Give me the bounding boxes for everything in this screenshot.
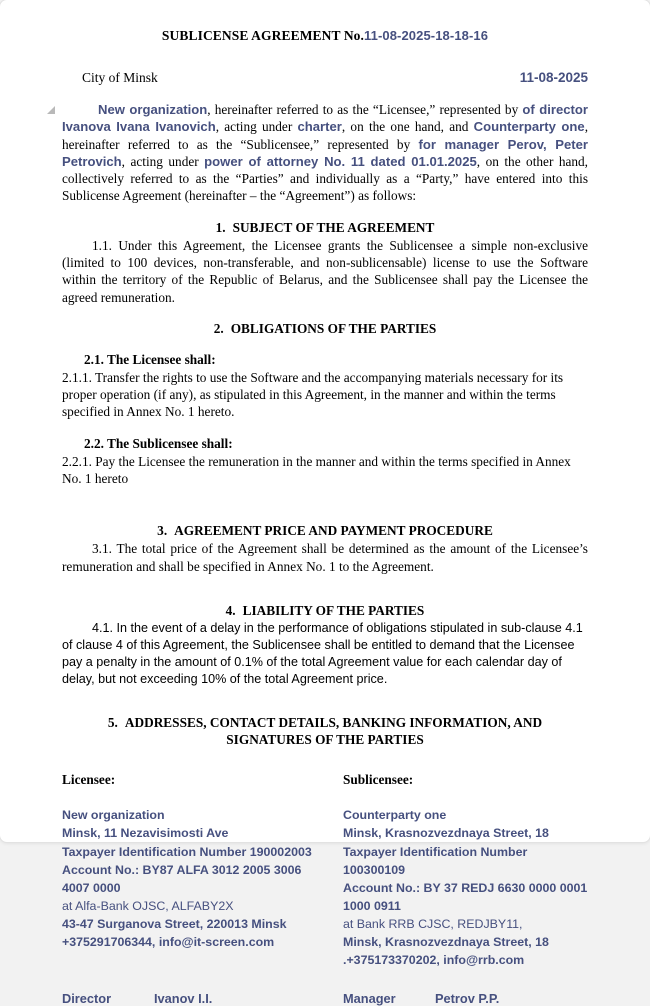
sublicensee-address: Minsk, Krasnozvezdnaya Street, 18: [343, 826, 549, 841]
sublicensee-account-line-1: Account No.: BY 37 REDJ 6630 0000 0001: [343, 880, 588, 895]
section-5-number: 5.: [107, 715, 118, 731]
sublicensee-signatory-name: Petrov P.P.: [435, 991, 500, 1006]
section-1-heading: [62, 220, 588, 236]
licensee-bank: at Alfa-Bank OJSC, ALFABY2X: [62, 898, 234, 913]
document-title-prefix: SUBLICENSE AGREEMENT No.: [161, 28, 365, 43]
document-title: [62, 0, 588, 44]
sublicensee-details: [343, 806, 588, 969]
sublicensee-org-name: Counterparty one: [473, 119, 585, 135]
licensee-details: [62, 806, 343, 969]
agreement-date: 11-08-2025: [519, 70, 588, 85]
preamble-text-4: , hereinafter referred to as the “Sublicensee,” represented by: [62, 119, 589, 152]
subsection-2-1-heading: 2.1. The Licensee shall:: [84, 351, 216, 367]
preamble-text-1: , hereinafter referred to as the “Licensee,” represented by: [207, 102, 523, 117]
subsection-2-2-heading: 2.2. The Sublicensee shall:: [84, 435, 233, 451]
city-label: City of Minsk: [82, 70, 158, 85]
parties-details-row: [62, 806, 588, 969]
sublicensee-name: Counterparty one: [343, 808, 447, 823]
sublicensee-tin: Taxpayer Identification Number 100300109: [343, 844, 528, 877]
section-5-title-line-1: ADDRESSES, CONTACT DETAILS, BANKING INFORMATION, AND: [124, 715, 543, 731]
licensee-representative: of director Ivanova Ivana Ivanovich: [62, 102, 589, 135]
licensee-address: Minsk, 11 Nezavisimosti Ave: [62, 826, 229, 841]
preamble-text-5: , acting under: [121, 153, 205, 169]
licensee-signatory-name: Ivanov I.I.: [154, 991, 213, 1006]
document-title-number: 11-08-2025-18-18-16: [364, 28, 489, 43]
licensee-account-line-2: 4007 0000: [62, 880, 121, 895]
licensee-column-label: Licensee:: [62, 772, 116, 788]
section-5-heading: [62, 714, 588, 748]
preamble-text-6: , on the other hand, collectively referred to as the “Parties” and individually as a “Party,” have entered into this Sublicense Agreement (hereinafter – the “Agreement”) as follows:: [62, 153, 589, 204]
section-2-heading: [62, 321, 588, 337]
section-4-heading: [62, 603, 588, 619]
sublicensee-representative: for manager Perov, Peter Petrovich: [62, 136, 588, 169]
licensee-authority-basis: charter: [297, 119, 342, 135]
sublicensee-bank-address: Minsk, Krasnozvezdnaya Street, 18: [343, 935, 549, 950]
clause-4-1: 4.1. In the event of a delay in the performance of obligations stipulated in sub-clause 4.1 of clause 4 of this Agreement, the Sublicensee shall be entitled to demand that the Licensee pay a penalty in the amount of 0.1% of the total Agreement value for each calendar day of delay, but not exceeding 10% of the total Agreement price.: [62, 620, 583, 687]
clause-2-2-1: 2.2.1. Pay the Licensee the remuneration in the manner and within the terms specified in Annex No. 1 hereto: [62, 453, 571, 486]
section-4-number: 4.: [225, 602, 236, 618]
section-1-number: 1.: [215, 219, 226, 235]
section-2-number: 2.: [213, 320, 224, 336]
licensee-contact: +375291706344, info@it-screen.com: [62, 935, 275, 950]
signature-row: [62, 991, 588, 1006]
section-3-number: 3.: [157, 523, 168, 539]
licensee-org-name: New organization: [98, 102, 208, 117]
clause-1-1: 1.1. Under this Agreement, the Licensee grants the Sublicensee a simple non-exclusive (limited to 100 devices, non-transferable, and non-sublicensable) license to use the Software within the territory of the Republic of Belarus, and the Sublicensee shall pay the Licensee the agreed remuneration.: [62, 237, 588, 305]
licensee-account-line-1: Account No.: BY87 ALFA 3012 2005 3006: [62, 862, 302, 877]
section-3-heading: [62, 523, 588, 539]
licensee-tin: Taxpayer Identification Number 190002003: [62, 844, 312, 859]
sublicensee-bank: at Bank RRB CJSC, REDJBY11,: [343, 916, 523, 931]
preamble-paragraph: [62, 101, 588, 205]
clause-2-1-1: 2.1.1. Transfer the rights to use the Software and the accompanying materials necessary for its proper operation (if any), as stipulated in this Agreement, in the manner and within the terms specified in Annex No. 1 hereto.: [62, 369, 564, 420]
preamble-text-2: , acting under: [215, 119, 298, 135]
parties-label-row: [62, 772, 588, 788]
sublicensee-account-line-2: 1000 0911: [343, 898, 401, 913]
licensee-signatory-role: Director: [62, 991, 112, 1006]
city-date-row: [62, 70, 588, 86]
section-1-title: SUBJECT OF THE AGREEMENT: [232, 219, 435, 235]
section-5-title-line-2: SIGNATURES OF THE PARTIES: [226, 732, 424, 748]
change-bar-triangle-icon: [47, 106, 55, 114]
section-4-title: LIABILITY OF THE PARTIES: [242, 602, 425, 618]
section-3-title: AGREEMENT PRICE AND PAYMENT PROCEDURE: [174, 523, 493, 539]
licensee-bank-address: 43-47 Surganova Street, 220013 Minsk: [62, 916, 287, 931]
clause-3-1: 3.1. The total price of the Agreement shall be determined as the amount of the Licensee’s remuneration and shall be specified in Annex No. 1 to the Agreement.: [62, 541, 588, 574]
preamble-text-3: , on the one hand, and: [341, 119, 474, 135]
sublicensee-signatory-role: Manager: [343, 991, 396, 1006]
document-content: [62, 0, 588, 1006]
sublicensee-column-label: Sublicensee:: [343, 772, 414, 788]
licensee-name: New organization: [62, 808, 165, 823]
sublicensee-contact: .+375173370202, info@rrb.com: [343, 953, 525, 968]
sublicensee-authority-basis: power of attorney No. 11 dated 01.01.2025: [204, 153, 477, 169]
section-2-title: OBLIGATIONS OF THE PARTIES: [230, 320, 437, 336]
